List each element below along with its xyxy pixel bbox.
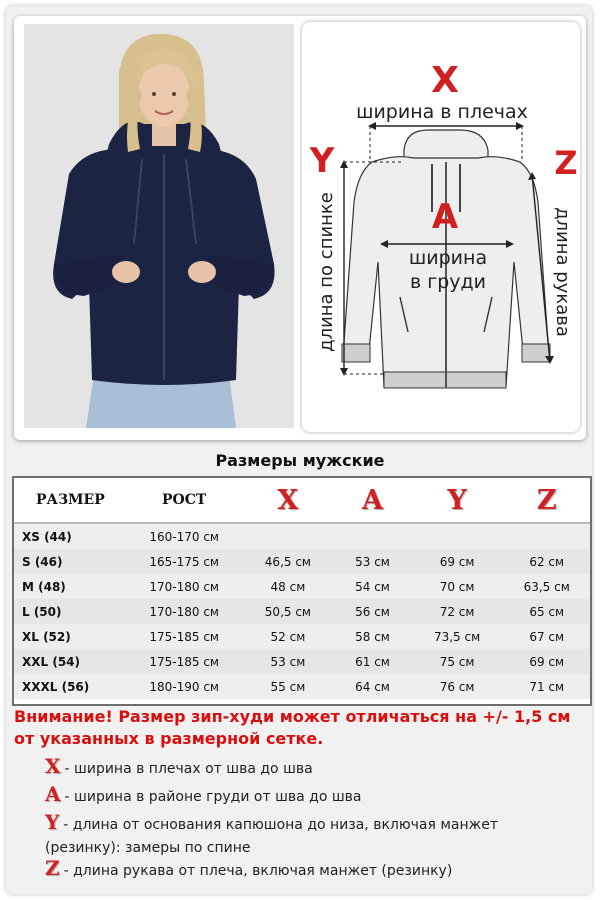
legend-text-z: - длина рукава от плеча, включая манжет (резинку) xyxy=(63,863,453,879)
header-y: Y xyxy=(411,478,504,524)
legend-letter-x: X xyxy=(45,754,61,778)
cell-height: 170-180 см xyxy=(149,604,219,619)
cell-a xyxy=(334,524,411,549)
cell-a: 54 см xyxy=(355,579,390,594)
cell-x: 46,5 см xyxy=(264,554,311,569)
legend-item-z xyxy=(45,857,575,883)
legend-item-x xyxy=(45,755,575,781)
cell-a: 53 см xyxy=(355,554,390,569)
legend-item-a xyxy=(45,783,575,809)
cell-a: 61 см xyxy=(355,654,390,669)
product-card xyxy=(14,16,586,440)
cell-height: 165-175 см xyxy=(149,554,219,569)
cell-y: 72 см xyxy=(439,604,475,619)
cell-z xyxy=(503,524,590,549)
cell-y xyxy=(411,524,504,549)
cell-a: 56 см xyxy=(355,604,390,619)
legend-text-x: - ширина в плечах от шва до шва xyxy=(64,761,313,777)
cell-a: 58 см xyxy=(355,629,390,644)
cell-y: 76 см xyxy=(439,679,475,694)
header-z: Z xyxy=(503,478,590,524)
legend-letter-y: Y xyxy=(45,810,60,834)
cell-z: 62 см xyxy=(529,554,565,569)
cell-height: 175-185 см xyxy=(149,629,219,644)
model-photo xyxy=(24,24,294,428)
cell-size: XXXL (56) xyxy=(22,679,90,694)
table-row xyxy=(14,599,590,624)
cell-size: XS (44) xyxy=(22,529,72,544)
cell-height: 160-170 см xyxy=(149,529,219,544)
shoulder-width-label: ширина в плечах xyxy=(356,101,528,123)
table-title: Размеры мужские xyxy=(215,451,385,470)
cell-z: 69 см xyxy=(529,654,565,669)
size-table xyxy=(12,476,592,706)
measurement-diagram xyxy=(302,22,580,432)
legend-letter-z: Z xyxy=(45,856,60,880)
table-row xyxy=(14,649,590,674)
cell-x: 55 см xyxy=(270,679,306,694)
cell-y: 73,5 см xyxy=(433,629,481,644)
cell-size: S (46) xyxy=(22,554,63,569)
label-x: X xyxy=(431,60,459,101)
header-x: X xyxy=(242,478,335,524)
back-length-label: длина по спинке xyxy=(316,192,337,352)
table-row xyxy=(14,624,590,649)
label-z: Z xyxy=(554,144,578,182)
chest-width-label-line2: в груди xyxy=(409,271,487,293)
legend-text-a: - ширина в районе груди от шва до шва xyxy=(64,789,362,805)
cell-height: 170-180 см xyxy=(149,579,219,594)
header-a: A xyxy=(334,478,411,524)
cell-size: XL (52) xyxy=(22,629,71,644)
label-a: A xyxy=(431,197,459,237)
cell-x: 52 см xyxy=(270,629,306,644)
table-row xyxy=(14,549,590,574)
legend-text-y: - длина от основания капюшона до низа, включая манжет (резинку): замеры по спине xyxy=(45,817,499,856)
table-row xyxy=(14,574,590,599)
cell-y: 69 см xyxy=(439,554,475,569)
cell-x: 53 см xyxy=(270,654,306,669)
cell-height: 180-190 см xyxy=(149,679,219,694)
cell-size: M (48) xyxy=(22,579,66,594)
cell-z: 65 см xyxy=(529,604,565,619)
table-row xyxy=(14,674,590,699)
cell-size: XXL (54) xyxy=(22,654,80,669)
model-illustration xyxy=(24,24,294,428)
cell-size: L (50) xyxy=(22,604,62,619)
cell-x xyxy=(242,524,335,549)
header-size: РАЗМЕР xyxy=(14,478,127,524)
table-row xyxy=(14,524,590,549)
cell-z: 67 см xyxy=(529,629,565,644)
hoodie-measurement-drawing xyxy=(302,22,580,432)
cell-z: 63,5 см xyxy=(523,579,570,594)
sleeve-length-label: длина рукава xyxy=(552,207,573,337)
cell-x: 50,5 см xyxy=(264,604,311,619)
warning-note: Внимание! Размер зип-худи может отличаться на +/- 1,5 см от указанных в размерной сетке. xyxy=(14,707,571,748)
cell-z: 71 см xyxy=(529,679,565,694)
chest-width-label-line1: ширина xyxy=(408,247,488,269)
cell-x: 48 см xyxy=(270,579,306,594)
legend-letter-a: A xyxy=(45,782,61,806)
cell-a: 64 см xyxy=(355,679,390,694)
cell-y: 75 см xyxy=(439,654,475,669)
table-header-row xyxy=(14,478,590,524)
cell-height: 175-185 см xyxy=(149,654,219,669)
cell-y: 70 см xyxy=(439,579,475,594)
legend-item-y xyxy=(45,811,575,860)
header-height: РОСТ xyxy=(127,478,242,524)
label-y: Y xyxy=(309,141,335,181)
